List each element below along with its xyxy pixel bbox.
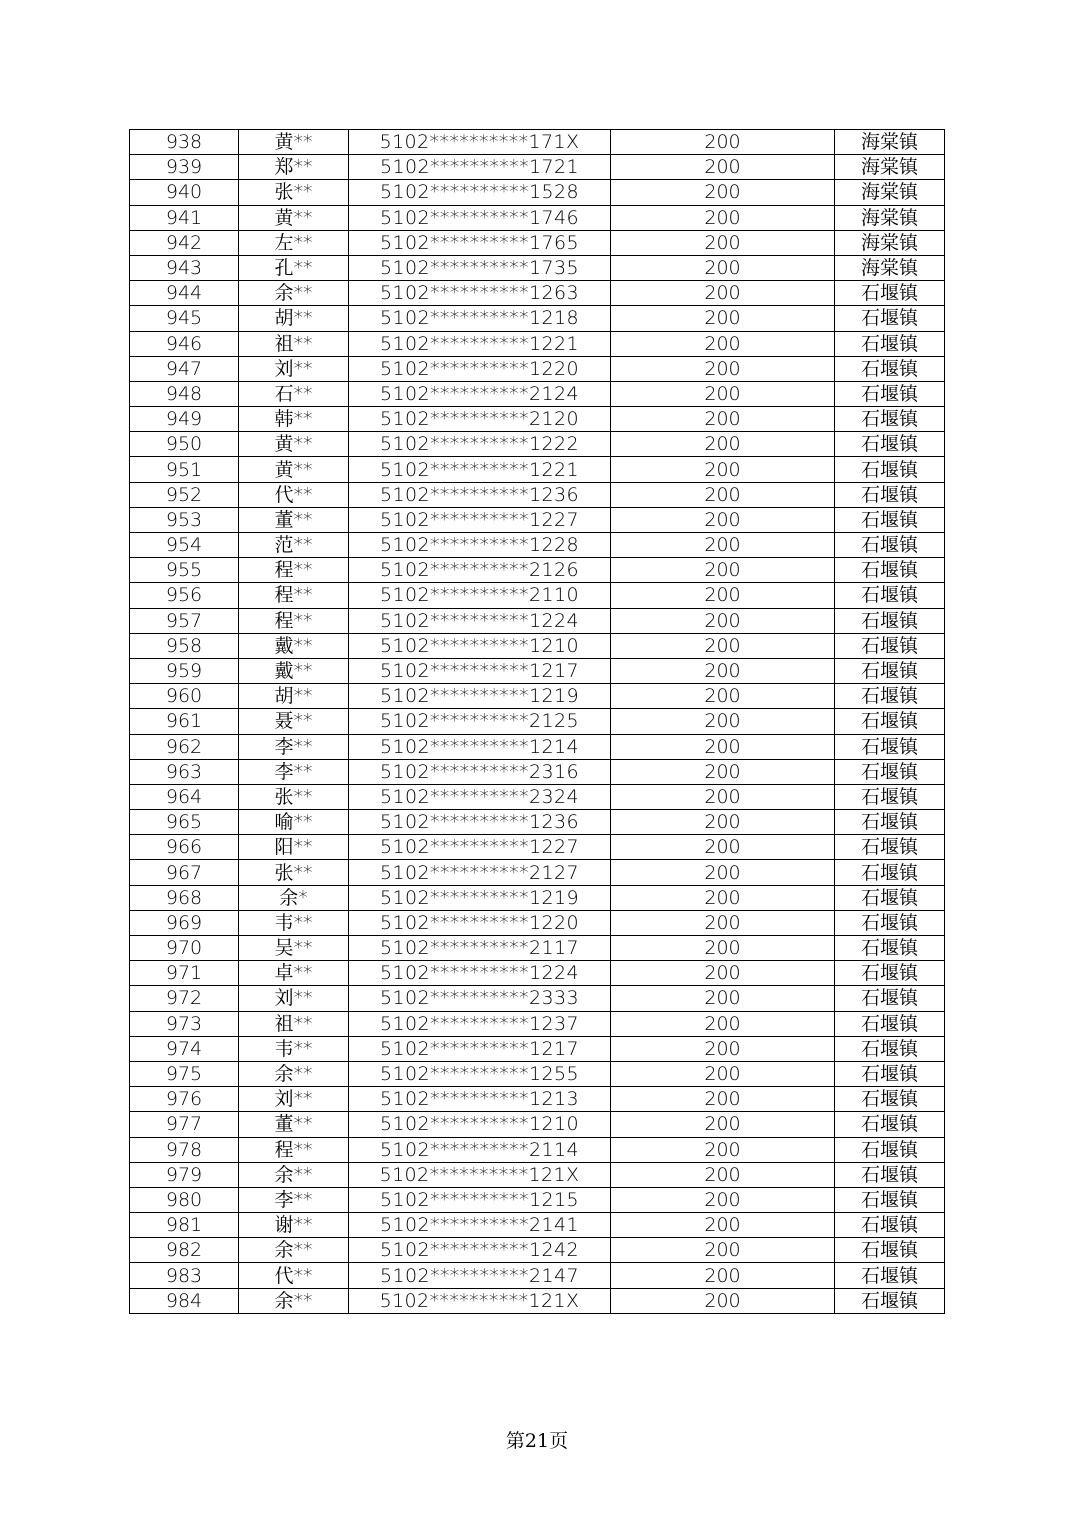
amount-cell: 200 [611,961,835,986]
amount-cell: 200 [611,1162,835,1187]
id-number-cell: 5102**********2114 [349,1137,611,1162]
row-number-cell: 942 [130,230,239,255]
name-cell: 黄** [239,130,349,155]
name-cell: 黄** [239,432,349,457]
town-cell: 石堰镇 [835,1213,945,1238]
table-row [130,860,945,885]
table-row [130,1137,945,1162]
table-row [130,583,945,608]
town-cell: 海棠镇 [835,180,945,205]
town-cell: 石堰镇 [835,860,945,885]
id-number-cell: 5102**********1217 [349,1036,611,1061]
town-cell: 石堰镇 [835,936,945,961]
town-cell: 石堰镇 [835,835,945,860]
amount-cell: 200 [611,784,835,809]
town-cell: 石堰镇 [835,432,945,457]
name-cell: 左** [239,230,349,255]
amount-cell: 200 [611,986,835,1011]
town-cell: 石堰镇 [835,1112,945,1137]
town-cell: 海棠镇 [835,205,945,230]
table-row [130,230,945,255]
name-cell: 刘** [239,986,349,1011]
table-row [130,1087,945,1112]
name-cell: 吴** [239,936,349,961]
town-cell: 石堰镇 [835,961,945,986]
table-row [130,1011,945,1036]
id-number-cell: 5102**********2316 [349,759,611,784]
id-number-cell: 5102**********1221 [349,331,611,356]
amount-cell: 200 [611,608,835,633]
id-number-cell: 5102**********1214 [349,734,611,759]
amount-cell: 200 [611,533,835,558]
town-cell: 石堰镇 [835,608,945,633]
table-row [130,432,945,457]
id-number-cell: 5102**********2127 [349,860,611,885]
name-cell: 程** [239,583,349,608]
row-number-cell: 960 [130,684,239,709]
table-row [130,457,945,482]
town-cell: 石堰镇 [835,306,945,331]
id-number-cell: 5102**********1227 [349,507,611,532]
town-cell: 石堰镇 [835,1036,945,1061]
table-row [130,1187,945,1212]
town-cell: 海棠镇 [835,230,945,255]
id-number-cell: 5102**********1217 [349,658,611,683]
table-row [130,255,945,280]
name-cell: 聂** [239,709,349,734]
name-cell: 余** [239,1061,349,1086]
town-cell: 石堰镇 [835,482,945,507]
id-number-cell: 5102**********1242 [349,1238,611,1263]
row-number-cell: 980 [130,1187,239,1212]
town-cell: 海棠镇 [835,255,945,280]
name-cell: 范** [239,533,349,558]
table-row [130,1162,945,1187]
row-number-cell: 941 [130,205,239,230]
name-cell: 余** [239,1162,349,1187]
amount-cell: 200 [611,1061,835,1086]
id-number-cell: 5102**********1224 [349,961,611,986]
town-cell: 石堰镇 [835,1288,945,1313]
row-number-cell: 943 [130,255,239,280]
amount-cell: 200 [611,356,835,381]
name-cell: 代** [239,482,349,507]
town-cell: 石堰镇 [835,784,945,809]
row-number-cell: 967 [130,860,239,885]
table-row [130,356,945,381]
amount-cell: 200 [611,507,835,532]
id-number-cell: 5102**********1222 [349,432,611,457]
table-row [130,155,945,180]
name-cell: 张** [239,784,349,809]
amount-cell: 200 [611,1087,835,1112]
row-number-cell: 944 [130,281,239,306]
town-cell: 石堰镇 [835,658,945,683]
table-row [130,482,945,507]
amount-cell: 200 [611,255,835,280]
town-cell: 石堰镇 [835,684,945,709]
id-number-cell: 5102**********1255 [349,1061,611,1086]
table-row [130,658,945,683]
row-number-cell: 971 [130,961,239,986]
row-number-cell: 964 [130,784,239,809]
amount-cell: 200 [611,709,835,734]
amount-cell: 200 [611,457,835,482]
row-number-cell: 981 [130,1213,239,1238]
town-cell: 石堰镇 [835,457,945,482]
name-cell: 石** [239,381,349,406]
name-cell: 戴** [239,633,349,658]
table-row [130,936,945,961]
row-number-cell: 949 [130,407,239,432]
name-cell: 戴** [239,658,349,683]
row-number-cell: 940 [130,180,239,205]
name-cell: 黄** [239,457,349,482]
row-number-cell: 948 [130,381,239,406]
row-number-cell: 976 [130,1087,239,1112]
name-cell: 程** [239,558,349,583]
town-cell: 石堰镇 [835,633,945,658]
amount-cell: 200 [611,810,835,835]
table-row [130,784,945,809]
id-number-cell: 5102**********1765 [349,230,611,255]
id-number-cell: 5102**********1215 [349,1187,611,1212]
town-cell: 石堰镇 [835,331,945,356]
row-number-cell: 954 [130,533,239,558]
amount-cell: 200 [611,306,835,331]
row-number-cell: 972 [130,986,239,1011]
name-cell: 韦** [239,910,349,935]
row-number-cell: 978 [130,1137,239,1162]
table-row [130,1263,945,1288]
row-number-cell: 956 [130,583,239,608]
id-number-cell: 5102**********2120 [349,407,611,432]
id-number-cell: 5102**********2110 [349,583,611,608]
amount-cell: 200 [611,885,835,910]
town-cell: 石堰镇 [835,281,945,306]
id-number-cell: 5102**********2126 [349,558,611,583]
town-cell: 石堰镇 [835,885,945,910]
table-row [130,633,945,658]
name-cell: 程** [239,1137,349,1162]
name-cell: 张** [239,860,349,885]
id-number-cell: 5102**********1236 [349,482,611,507]
town-cell: 石堰镇 [835,1238,945,1263]
name-cell: 代** [239,1263,349,1288]
name-cell: 程** [239,608,349,633]
amount-cell: 200 [611,331,835,356]
id-number-cell: 5102**********1735 [349,255,611,280]
table-row [130,1238,945,1263]
table-row [130,306,945,331]
table-row [130,130,945,155]
table-row [130,331,945,356]
amount-cell: 200 [611,734,835,759]
id-number-cell: 5102**********1213 [349,1087,611,1112]
id-number-cell: 5102**********1237 [349,1011,611,1036]
town-cell: 石堰镇 [835,986,945,1011]
town-cell: 石堰镇 [835,558,945,583]
amount-cell: 200 [611,658,835,683]
amount-cell: 200 [611,1137,835,1162]
amount-cell: 200 [611,381,835,406]
id-number-cell: 5102**********121X [349,1162,611,1187]
row-number-cell: 962 [130,734,239,759]
row-number-cell: 974 [130,1036,239,1061]
row-number-cell: 953 [130,507,239,532]
name-cell: 祖** [239,1011,349,1036]
table-row [130,835,945,860]
amount-cell: 200 [611,1238,835,1263]
roster-table-body [130,130,945,1314]
table-row [130,1112,945,1137]
town-cell: 石堰镇 [835,583,945,608]
row-number-cell: 947 [130,356,239,381]
row-number-cell: 938 [130,130,239,155]
row-number-cell: 958 [130,633,239,658]
id-number-cell: 5102**********1220 [349,356,611,381]
row-number-cell: 951 [130,457,239,482]
id-number-cell: 5102**********2125 [349,709,611,734]
town-cell: 石堰镇 [835,910,945,935]
town-cell: 石堰镇 [835,1011,945,1036]
table-row [130,885,945,910]
town-cell: 石堰镇 [835,1137,945,1162]
amount-cell: 200 [611,1011,835,1036]
town-cell: 石堰镇 [835,1263,945,1288]
table-row [130,180,945,205]
row-number-cell: 952 [130,482,239,507]
row-number-cell: 968 [130,885,239,910]
row-number-cell: 966 [130,835,239,860]
id-number-cell: 5102**********2141 [349,1213,611,1238]
town-cell: 石堰镇 [835,533,945,558]
name-cell: 谢** [239,1213,349,1238]
id-number-cell: 5102**********2147 [349,1263,611,1288]
amount-cell: 200 [611,860,835,885]
id-number-cell: 5102**********2124 [349,381,611,406]
town-cell: 石堰镇 [835,734,945,759]
name-cell: 韦** [239,1036,349,1061]
table-row [130,684,945,709]
row-number-cell: 983 [130,1263,239,1288]
id-number-cell: 5102**********1221 [349,457,611,482]
id-number-cell: 5102**********1219 [349,885,611,910]
town-cell: 海棠镇 [835,155,945,180]
name-cell: 李** [239,759,349,784]
amount-cell: 200 [611,180,835,205]
table-row [130,1213,945,1238]
amount-cell: 200 [611,281,835,306]
amount-cell: 200 [611,910,835,935]
amount-cell: 200 [611,155,835,180]
row-number-cell: 982 [130,1238,239,1263]
amount-cell: 200 [611,583,835,608]
row-number-cell: 973 [130,1011,239,1036]
amount-cell: 200 [611,558,835,583]
amount-cell: 200 [611,482,835,507]
row-number-cell: 963 [130,759,239,784]
table-row [130,986,945,1011]
row-number-cell: 939 [130,155,239,180]
town-cell: 石堰镇 [835,1087,945,1112]
id-number-cell: 5102**********1236 [349,810,611,835]
name-cell: 李** [239,734,349,759]
name-cell: 李** [239,1187,349,1212]
id-number-cell: 5102**********1228 [349,533,611,558]
town-cell: 石堰镇 [835,1187,945,1212]
amount-cell: 200 [611,633,835,658]
name-cell: 黄** [239,205,349,230]
table-row [130,381,945,406]
town-cell: 石堰镇 [835,759,945,784]
table-row [130,1288,945,1313]
id-number-cell: 5102**********1263 [349,281,611,306]
town-cell: 石堰镇 [835,810,945,835]
id-number-cell: 5102**********1224 [349,608,611,633]
id-number-cell: 5102**********2324 [349,784,611,809]
row-number-cell: 984 [130,1288,239,1313]
table-row [130,507,945,532]
id-number-cell: 5102**********1528 [349,180,611,205]
amount-cell: 200 [611,1112,835,1137]
town-cell: 石堰镇 [835,356,945,381]
amount-cell: 200 [611,684,835,709]
name-cell: 余* [239,885,349,910]
town-cell: 石堰镇 [835,381,945,406]
town-cell: 石堰镇 [835,709,945,734]
row-number-cell: 957 [130,608,239,633]
table-row [130,1061,945,1086]
row-number-cell: 946 [130,331,239,356]
amount-cell: 200 [611,205,835,230]
name-cell: 郑** [239,155,349,180]
id-number-cell: 5102**********1227 [349,835,611,860]
name-cell: 张** [239,180,349,205]
table-row [130,910,945,935]
amount-cell: 200 [611,1288,835,1313]
name-cell: 刘** [239,1087,349,1112]
subsidy-roster-table [129,129,945,1314]
row-number-cell: 975 [130,1061,239,1086]
amount-cell: 200 [611,407,835,432]
id-number-cell: 5102**********1219 [349,684,611,709]
id-number-cell: 5102**********1218 [349,306,611,331]
page-number: 第21页 [505,1430,569,1452]
amount-cell: 200 [611,130,835,155]
row-number-cell: 979 [130,1162,239,1187]
name-cell: 胡** [239,684,349,709]
row-number-cell: 965 [130,810,239,835]
name-cell: 胡** [239,306,349,331]
table-row [130,558,945,583]
name-cell: 喻** [239,810,349,835]
town-cell: 石堰镇 [835,1162,945,1187]
amount-cell: 200 [611,1036,835,1061]
table-row [130,533,945,558]
row-number-cell: 970 [130,936,239,961]
amount-cell: 200 [611,1187,835,1212]
id-number-cell: 5102**********1210 [349,633,611,658]
town-cell: 石堰镇 [835,407,945,432]
table-row [130,281,945,306]
town-cell: 石堰镇 [835,1061,945,1086]
row-number-cell: 945 [130,306,239,331]
name-cell: 余** [239,1288,349,1313]
name-cell: 阳** [239,835,349,860]
town-cell: 石堰镇 [835,507,945,532]
name-cell: 余** [239,281,349,306]
row-number-cell: 969 [130,910,239,935]
amount-cell: 200 [611,230,835,255]
name-cell: 余** [239,1238,349,1263]
id-number-cell: 5102**********171X [349,130,611,155]
id-number-cell: 5102**********2117 [349,936,611,961]
id-number-cell: 5102**********1721 [349,155,611,180]
row-number-cell: 961 [130,709,239,734]
table-row [130,759,945,784]
table-row [130,810,945,835]
table-row [130,961,945,986]
name-cell: 孔** [239,255,349,280]
table-row [130,734,945,759]
id-number-cell: 5102**********2333 [349,986,611,1011]
id-number-cell: 5102**********121X [349,1288,611,1313]
name-cell: 韩** [239,407,349,432]
table-row [130,205,945,230]
name-cell: 董** [239,507,349,532]
amount-cell: 200 [611,936,835,961]
amount-cell: 200 [611,432,835,457]
table-row [130,407,945,432]
name-cell: 祖** [239,331,349,356]
amount-cell: 200 [611,835,835,860]
row-number-cell: 977 [130,1112,239,1137]
row-number-cell: 959 [130,658,239,683]
row-number-cell: 950 [130,432,239,457]
name-cell: 卓** [239,961,349,986]
town-cell: 海棠镇 [835,130,945,155]
id-number-cell: 5102**********1746 [349,205,611,230]
name-cell: 刘** [239,356,349,381]
row-number-cell: 955 [130,558,239,583]
name-cell: 董** [239,1112,349,1137]
amount-cell: 200 [611,759,835,784]
id-number-cell: 5102**********1210 [349,1112,611,1137]
table-row [130,608,945,633]
amount-cell: 200 [611,1213,835,1238]
table-row [130,1036,945,1061]
table-row [130,709,945,734]
amount-cell: 200 [611,1263,835,1288]
id-number-cell: 5102**********1220 [349,910,611,935]
